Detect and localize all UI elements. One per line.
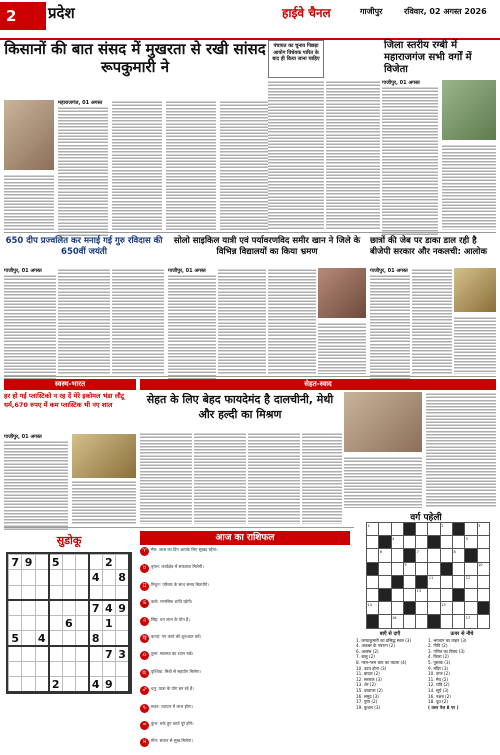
crossword-cell[interactable] [440,588,452,601]
sudoku-cell: 5 [49,555,62,570]
sudoku-cell [116,616,129,631]
crossword-cell[interactable] [391,588,403,601]
crossword-cell[interactable] [416,615,428,628]
story-jila-body: गाजीपुर, 01 अगस्त [382,80,438,230]
horoscope-text: वृश्चिक: मित्रों से सहयोग मिलेगा। [151,668,202,674]
sudoku-cell [75,555,88,570]
crossword-cell[interactable] [403,549,415,562]
sudoku-cell [89,646,102,661]
crossword-cell[interactable] [428,562,440,575]
crossword-across: बाएँ से दाएँ 1. कन्याकुमारी का प्रसिद्ध स्थल (3) 4. अकबर के नवरत्न (2) 6. अवसर (2) 7. बालू (2) 8. गरम-गरम चाय का प्याला (4) 10. उदय होना (3) 11. बादल (2) 12. सरकार (3) 13. शेर (2) 15. दरवाजा (2) 16. समुद्र (3) 17. पुष्प (2) 19. कुशल (3) [356,632,424,704]
crossword-cell[interactable] [477,615,489,628]
sidebar-body2 [326,80,380,230]
crossword-cell[interactable]: 8 [453,549,465,562]
sudoku-cell: 5 [9,631,22,646]
story-diet-body [140,432,192,524]
story-diet-body6 [344,456,422,508]
zodiac-icon: ♏ [140,669,149,678]
crossword-cell[interactable] [391,575,403,588]
crossword-cell[interactable] [453,588,465,601]
horoscope-item [140,704,350,721]
story-cycle-body4 [318,322,366,374]
crossword-cell[interactable] [477,602,489,615]
horoscope-text: कर्क: मानसिक शांति रहेगी। [151,599,193,605]
crossword-clue: 18. दूध (2) [428,699,449,705]
headline-kisan: किसानों की बात संसद में मुखरता से रखी सांसद रूपकुमारी ने [4,40,266,76]
zodiac-icon: ♓ [140,738,149,747]
zodiac-icon: ♊ [140,582,149,591]
crossword-cell[interactable]: 14 [367,602,379,615]
crossword-cell[interactable] [440,562,452,575]
section-title: प्रदेश [48,4,75,22]
crossword-clue: 6. अवसर (2) [356,648,379,654]
sudoku-cell [116,662,129,677]
sudoku-title: सुडोकू [56,534,82,547]
sudoku-cell: 8 [89,631,102,646]
horoscope-item [140,547,350,564]
crossword-cell[interactable] [428,588,440,601]
zodiac-icon: ♋ [140,599,149,608]
sudoku-cell [89,616,102,631]
sudoku-cell: 6 [62,616,75,631]
sudoku-cell [22,662,35,677]
sudoku-cell [22,616,35,631]
sudoku-cell [62,600,75,615]
sidebar-quote: पंचायत का चुनाव पिछड़ा आयोग विधेयक पारित के बाद ही किया जाना चाहिए [272,43,320,62]
crossword-clue: 13. शेर (2) [356,682,376,688]
sudoku-cell: 2 [102,555,115,570]
zodiac-icon: ♉ [140,564,149,573]
photo-leader [454,268,496,312]
crossword-clue: 7. बालू (2) [356,654,375,660]
crossword-cell[interactable] [391,602,403,615]
crossword-cell[interactable] [428,536,440,549]
sudoku-cell: 4 [89,570,102,585]
sudoku-cell [116,555,129,570]
crossword-cell[interactable] [416,536,428,549]
sudoku-cell [75,616,88,631]
crossword-cell[interactable] [367,549,379,562]
sudoku-cell [75,600,88,615]
horoscope-text: तुला: स्वास्थ्य का ध्यान रखें। [151,651,194,657]
story-shaheed-body2 [58,268,110,374]
crossword-cell[interactable] [367,562,379,575]
crossword-cell[interactable] [453,602,465,615]
crossword-clues [356,631,496,710]
sudoku-cell [62,631,75,646]
horoscope-text: कन्या: नए कार्य की शुरुआत करें। [151,633,202,639]
sudoku-cell: 4 [102,600,115,615]
horoscope-text: मकर: व्यापार में लाभ होगा। [151,703,193,709]
crossword-grid [366,522,490,628]
story-bjp-body3 [454,316,496,374]
sudoku-cell: 9 [102,677,115,692]
crossword-cell[interactable]: 7 [416,549,428,562]
story-diet-body5 [426,392,496,508]
crossword-cell[interactable] [453,536,465,549]
story-health-body2 [72,480,136,524]
crossword-cell[interactable] [416,523,428,536]
horoscope-text: मीन: संतान से सुख मिलेगा। [151,738,193,744]
sudoku-cell [9,600,22,615]
sudoku-cell [62,646,75,661]
crossword-cell[interactable] [391,523,403,536]
sudoku-cell: 9 [22,555,35,570]
sudoku-cell [75,570,88,585]
crossword-cell[interactable] [367,575,379,588]
horoscope-item [140,651,350,668]
horoscope-text: मिथुन: परिवार के साथ समय बितायेंगे। [151,581,209,587]
story-shaheed-body3 [112,268,164,374]
crossword-cell[interactable] [403,575,415,588]
crossword-cell[interactable] [379,615,391,628]
crossword-clue: 10. ताज (2) [428,671,450,677]
headline-health: हर हो गई प्लास्टिको न रह दें मेरे इकोमल भंडा लौटू धर्म,670 रुपए में कम प्लास्टिक भी नए शाल [4,392,125,409]
horoscope-item [140,738,350,755]
zodiac-icon: ♐ [140,686,149,695]
sudoku-cell [22,570,35,585]
zodiac-icon: ♎ [140,651,149,660]
crossword-answer-note: ( उत्तर पेज 8 पर ) [428,704,459,710]
crossword-cell[interactable] [379,602,391,615]
sudoku-cell [35,646,48,661]
crossword-cell[interactable] [465,588,477,601]
zodiac-icon: ♍ [140,634,149,643]
horoscope-item [140,669,350,686]
horoscope-text: वृषभ: कार्यक्षेत्र में सफलता मिलेगी। [151,564,204,570]
sudoku-cell [9,646,22,661]
crossword-cell[interactable] [477,549,489,562]
crossword-cell[interactable]: 6 [379,549,391,562]
crossword-cell[interactable] [367,615,379,628]
headline-shaheed: 650 दीप प्रज्वलित कर मनाई गई गुरु रविदास की 650वीं जयंती [5,236,163,257]
horoscope-item [140,686,350,703]
sudoku-cell [116,677,129,692]
sudoku-cell [49,616,62,631]
sudoku-cell [102,585,115,600]
crossword-cell[interactable]: 10 [477,562,489,575]
crossword-cell[interactable] [379,523,391,536]
sudoku-cell [22,600,35,615]
edition-city: गाजीपुर [360,7,383,16]
crossword-cell[interactable]: 1 [367,523,379,536]
crossword-cell[interactable] [403,615,415,628]
sudoku-cell [35,616,48,631]
horoscope-item [140,564,350,581]
story-kisan-body2 [112,100,162,230]
headline-jila: जिला स्तरीय रग्बी में महाराजगंज सभी वर्गों में विजेता [384,40,472,75]
crossword-cell[interactable] [453,562,465,575]
crossword-cell[interactable] [477,575,489,588]
crossword-clue: 12. रात्रि (2) [428,682,450,688]
sudoku-cell [49,570,62,585]
sudoku-cell [35,585,48,600]
crossword-cell[interactable] [477,588,489,601]
crossword-cell[interactable] [453,523,465,536]
crossword-cell[interactable] [403,602,415,615]
story-jila-body2 [442,144,496,230]
newspaper-name: हाईवे चैनल [282,6,331,20]
crossword-cell[interactable] [465,549,477,562]
crossword-clue: 11. मेघ (2) [428,676,449,682]
sudoku-cell [102,570,115,585]
story-cycle-body3 [268,268,316,374]
sudoku-cell [75,646,88,661]
crossword-cell[interactable]: 3 [477,523,489,536]
sudoku-cell [89,662,102,677]
crossword-cell[interactable] [440,615,452,628]
sudoku-cell: 1 [102,616,115,631]
sudoku-cell [35,555,48,570]
photo-health [72,434,136,478]
crossword-cell[interactable] [440,549,452,562]
story-shaheed-body: गाजीपुर, 01 अगस्त [4,268,56,374]
crossword-clue: 11. बादल (2) [356,671,380,677]
sudoku-cell [75,662,88,677]
sudoku-cell [22,585,35,600]
sudoku-cell: 3 [116,646,129,661]
horoscope-item [140,721,350,738]
story-diet-body3 [248,432,300,524]
sudoku-cell [9,570,22,585]
sudoku-cell: 7 [9,555,22,570]
sudoku-cell [62,662,75,677]
horoscope-item [140,617,350,634]
crossword-clue: 8. गरम-गरम चाय का प्याला (4) [356,659,407,665]
sudoku-grid [6,552,132,694]
headline-bjp: छात्रों की जेब पर डाका डाल रही है बीजेपी सरकार और नकलची: आलोक [370,236,488,257]
horoscope-title: आज का राशिफल [140,531,350,545]
sudoku-cell [75,585,88,600]
crossword-cell[interactable] [403,523,415,536]
edition-date: रविवार, 02 अगस्त 2026 [404,7,487,16]
crossword-clue: 4. किला (2) [428,654,449,660]
crossword-cell[interactable] [440,536,452,549]
sudoku-cell [9,616,22,631]
sudoku-cell [75,677,88,692]
crossword-cell[interactable]: 15 [440,602,452,615]
horoscope-text: सिंह: धन लाभ के योग हैं। [151,616,190,622]
sudoku-cell [22,631,35,646]
zodiac-icon: ♑ [140,704,149,713]
photo-spices [344,392,422,452]
crossword-cell[interactable] [379,562,391,575]
sudoku-cell: 2 [49,677,62,692]
sudoku-cell [116,631,129,646]
sudoku-cell [75,631,88,646]
crossword-cell[interactable] [428,615,440,628]
crossword-clue: 2. नीति (2) [428,643,448,649]
sudoku-cell [22,646,35,661]
horoscope-item [140,599,350,616]
crossword-cell[interactable] [428,523,440,536]
crossword-clue: 16. समुद्र (3) [356,693,379,699]
horoscope-text: कुंभ: रुके हुए कार्य पूरे होंगे। [151,720,194,726]
crossword-cell[interactable] [379,588,391,601]
headline-cycle: सोलो साइकिल यात्री एवं पर्यावरणविद समीर खान ने जिले के विभिन्न विद्यालयों का किया भ्रमण [173,236,361,257]
headline-diet: सेहत के लिए बेहद फायदेमंद है दालचीनी, मेथी और हल्दी का मिश्रण [146,393,334,421]
sudoku-cell [89,585,102,600]
sudoku-cell [35,570,48,585]
crossword-cell[interactable]: 4 [391,536,403,549]
crossword-cell[interactable] [403,536,415,549]
crossword-cell[interactable] [465,602,477,615]
story-kisan-body3 [166,100,216,230]
sudoku-cell [9,585,22,600]
sudoku-cell [35,662,48,677]
sudoku-cell [49,585,62,600]
crossword-cell[interactable] [453,615,465,628]
tag-health: स्वस्थ-भारत [4,379,136,390]
page-header [0,0,500,40]
story-diet-body4 [302,432,342,524]
crossword-cell[interactable]: 5 [465,536,477,549]
sudoku-cell [62,585,75,600]
crossword-cell[interactable] [391,562,403,575]
sudoku-cell [62,555,75,570]
crossword-cell[interactable]: 9 [403,562,415,575]
sudoku-cell [49,631,62,646]
crossword-clue: 1. कन्याकुमारी का प्रसिद्ध स्थल (3) [356,637,412,643]
crossword-cell[interactable] [379,575,391,588]
crossword-clue: 12. सरकार (3) [356,676,382,682]
sudoku-cell [49,600,62,615]
sudoku-cell [102,662,115,677]
sudoku-cell: 7 [102,646,115,661]
crossword-cell[interactable] [367,536,379,549]
sudoku-cell: 7 [89,600,102,615]
story-bjp-body2 [412,268,452,374]
sudoku-cell: 9 [116,600,129,615]
sudoku-cell [116,585,129,600]
sudoku-cell [22,677,35,692]
crossword-clue: 14. सूर्य (3) [428,687,449,693]
crossword-down: ऊपर से नीचे 1. भगवान का वाहन (3) 2. नीति (2) 3. गणित का विषय (3) 4. किला (2) 5. पुस्तक (3) 9. मंदिर (3) 10. ताज (2) 11. मेघ (2) 12. रात्रि (2) 14. सूर्य (3) 16. नक्षत्र (2) 18. दूध (2) ( उत्तर पेज 8 पर ) [428,632,496,704]
crossword-cell[interactable] [477,536,489,549]
crossword-cell[interactable] [428,549,440,562]
sudoku-cell [62,677,75,692]
crossword-clue: 1. भगवान का वाहन (3) [428,637,467,643]
horoscope-text: धनु: यात्रा के योग बन रहे हैं। [151,686,194,692]
crossword-cell[interactable] [440,575,452,588]
crossword-clue: 17. पुष्प (2) [356,699,378,705]
crossword-clue: 9. मंदिर (3) [428,665,449,671]
sudoku-cell [49,646,62,661]
crossword-title: वर्ग पहेली [410,513,442,523]
photo-cyclist [318,268,366,318]
crossword-cell[interactable] [403,588,415,601]
crossword-cell[interactable]: 13 [416,588,428,601]
crossword-cell[interactable] [416,602,428,615]
crossword-clue: 15. दरवाजा (2) [356,687,383,693]
crossword-cell[interactable] [428,602,440,615]
crossword-cell[interactable]: 2 [440,523,452,536]
crossword-cell[interactable] [465,523,477,536]
sidebar-body [268,80,324,230]
story-cycle-body2 [218,268,266,374]
zodiac-icon: ♌ [140,617,149,626]
sudoku-cell: 4 [89,677,102,692]
sudoku-cell [35,600,48,615]
horoscope-list [140,547,350,746]
story-diet-body2 [194,432,246,524]
story-cycle-body: गाजीपुर, 01 अगस्त [168,268,216,374]
story-bjp-body: गाजीपुर, 01 अगस्त [370,268,410,374]
crossword-clue: 19. कुशल (3) [356,704,381,710]
horoscope-text: मेष: आज का दिन आपके लिए सुखद रहेगा। [151,547,218,552]
crossword-cell[interactable] [367,588,379,601]
sudoku-cell [89,555,102,570]
story-health-body: गाजीपुर, 01 अगस्त [4,434,68,524]
photo-mp [4,100,54,170]
crossword-clue: 16. नक्षत्र (2) [428,693,451,699]
sidebar-quote-box [268,40,324,78]
sudoku-cell [9,677,22,692]
sudoku-cell: 8 [116,570,129,585]
crossword-cell[interactable] [416,575,428,588]
crossword-cell[interactable]: 16 [391,615,403,628]
story-kisan-body: महाराजगंज, 01 अगस्त [58,100,108,230]
crossword-clue: 5. पुस्तक (3) [428,659,451,665]
crossword-cell[interactable]: 12 [465,575,477,588]
horoscope-item [140,634,350,651]
sudoku-cell [102,631,115,646]
zodiac-icon: ♈ [140,547,149,556]
story-kisan-body4 [220,100,268,230]
story-kisan-body5 [4,174,54,230]
sudoku-cell: 4 [35,631,48,646]
sudoku-cell [9,662,22,677]
sudoku-cell [35,677,48,692]
sudoku-cell [62,570,75,585]
horoscope-item [140,582,350,599]
zodiac-icon: ♒ [140,721,149,730]
sudoku-cell [49,662,62,677]
crossword-cell[interactable] [379,536,391,549]
crossword-clue: 4. अकबर के नवरत्न (2) [356,643,395,649]
crossword-cell[interactable] [465,562,477,575]
crossword-clue: 3. गणित का विषय (3) [428,648,465,654]
crossword-clue: 10. उदय होना (3) [356,665,387,671]
crossword-cell[interactable]: 17 [465,615,477,628]
crossword-cell[interactable]: 11 [428,575,440,588]
page-number: 2 [0,2,46,30]
crossword-cell[interactable] [416,562,428,575]
crossword-cell[interactable] [391,549,403,562]
tag-diet: सेहत-स्वाद [140,379,496,390]
crossword-cell[interactable] [453,575,465,588]
photo-rugby-team [442,80,496,140]
